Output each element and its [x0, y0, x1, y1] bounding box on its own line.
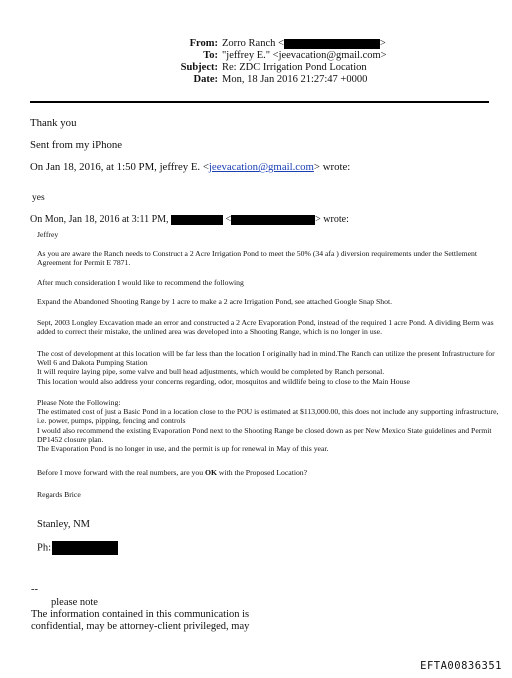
please-note-text: please note: [51, 597, 98, 608]
signature-phone: Ph:: [37, 541, 118, 555]
redaction-box: [52, 541, 118, 555]
confidential-notice-line-1: The information contained in this communication is: [31, 609, 250, 620]
date-label: Date:: [193, 74, 218, 85]
letter-paragraph-6: Please Note the Following: The estimated cost of just a Basic Pond in a location close to the POU is estimated at $113,000.00, this does not include any supporting infrastructure, i.e. power, pumps, pipping, fencing and controls I would also recommend the existing Evaporation Pond next to the Shooting Range be closed down as per New Mexico State guidelines and Permit DP1452 closure plan. The Evaporation Pond is no longer in use, and the permit is up for renewal in May of this year.: [37, 398, 499, 454]
letter-paragraph-5: The cost of development at this location will be far less than the location I originally had in mind.The Ranch can utilize the present Infrastructure for Well 6 and Dakota Pumping Station It will require laying pipe, some valve and bull head adjustments, which would be completed by Ranch personal. This location would also address your concerns regarding, odor, mosquitos and wildlife being to close to the Main House: [37, 349, 495, 386]
letter-paragraph-4: Sept, 2003 Longley Excavation made an error and constructed a 2 Acre Evaporation Pond, instead of the required 1 acre Pond. A dividing Berm was added to correct their mistake, the unlined area was developed into a Shooting Range, which is no longer in use.: [37, 318, 494, 337]
to-value: "jeffrey E." <jeevacation@gmail.com>: [222, 50, 387, 61]
from-label: From:: [189, 38, 218, 49]
letter-regards: Regards Brice: [37, 490, 81, 499]
document-id: EFTA00836351: [420, 660, 502, 672]
yes-text: yes: [32, 193, 45, 203]
signature-location: Stanley, NM: [37, 519, 90, 530]
quote1-line: On Jan 18, 2016, at 1:50 PM, jeffrey E. <jeevacation@gmail.com> wrote:: [30, 161, 351, 173]
header-divider: [30, 101, 489, 103]
letter-paragraph-3: Expand the Abandoned Shooting Range by 1 acre to make a 2 acre Irrigation Pond, see attached Google Snap Shot.: [37, 297, 393, 306]
thank-you-text: Thank you: [30, 117, 77, 129]
signature-dashes: --: [31, 584, 38, 595]
letter-paragraph-1: As you are aware the Ranch needs to Construct a 2 Acre Irrigation Pond to meet the 50% (34 afa ) diversion requirements under the Settlement Agreement for Permit E 7871.: [37, 249, 477, 268]
from-value: Zorro Ranch < >: [222, 38, 386, 49]
subject-value: Re: ZDC Irrigation Pond Location: [222, 62, 367, 73]
sent-from-text: Sent from my iPhone: [30, 139, 123, 151]
date-value: Mon, 18 Jan 2016 21:27:47 +0000: [222, 74, 368, 85]
letter-paragraph-7: Before I move forward with the real numbers, are you OK with the Proposed Location?: [37, 468, 308, 477]
quote2-line: On Mon, Jan 18, 2016 at 3:11 PM, < > wrote:: [30, 214, 349, 225]
redaction-box: [284, 39, 380, 49]
subject-label: Subject:: [180, 62, 218, 73]
letter-paragraph-2: After much consideration I would like to recommend the following: [37, 278, 244, 287]
to-label: To:: [203, 50, 218, 61]
letter-salutation: Jeffrey: [37, 230, 59, 239]
redaction-box: [171, 215, 223, 225]
email-link[interactable]: jeevacation@gmail.com: [208, 161, 314, 173]
redaction-box: [231, 215, 315, 225]
confidential-notice-line-2: confidential, may be attorney-client privileged, may: [31, 621, 250, 632]
